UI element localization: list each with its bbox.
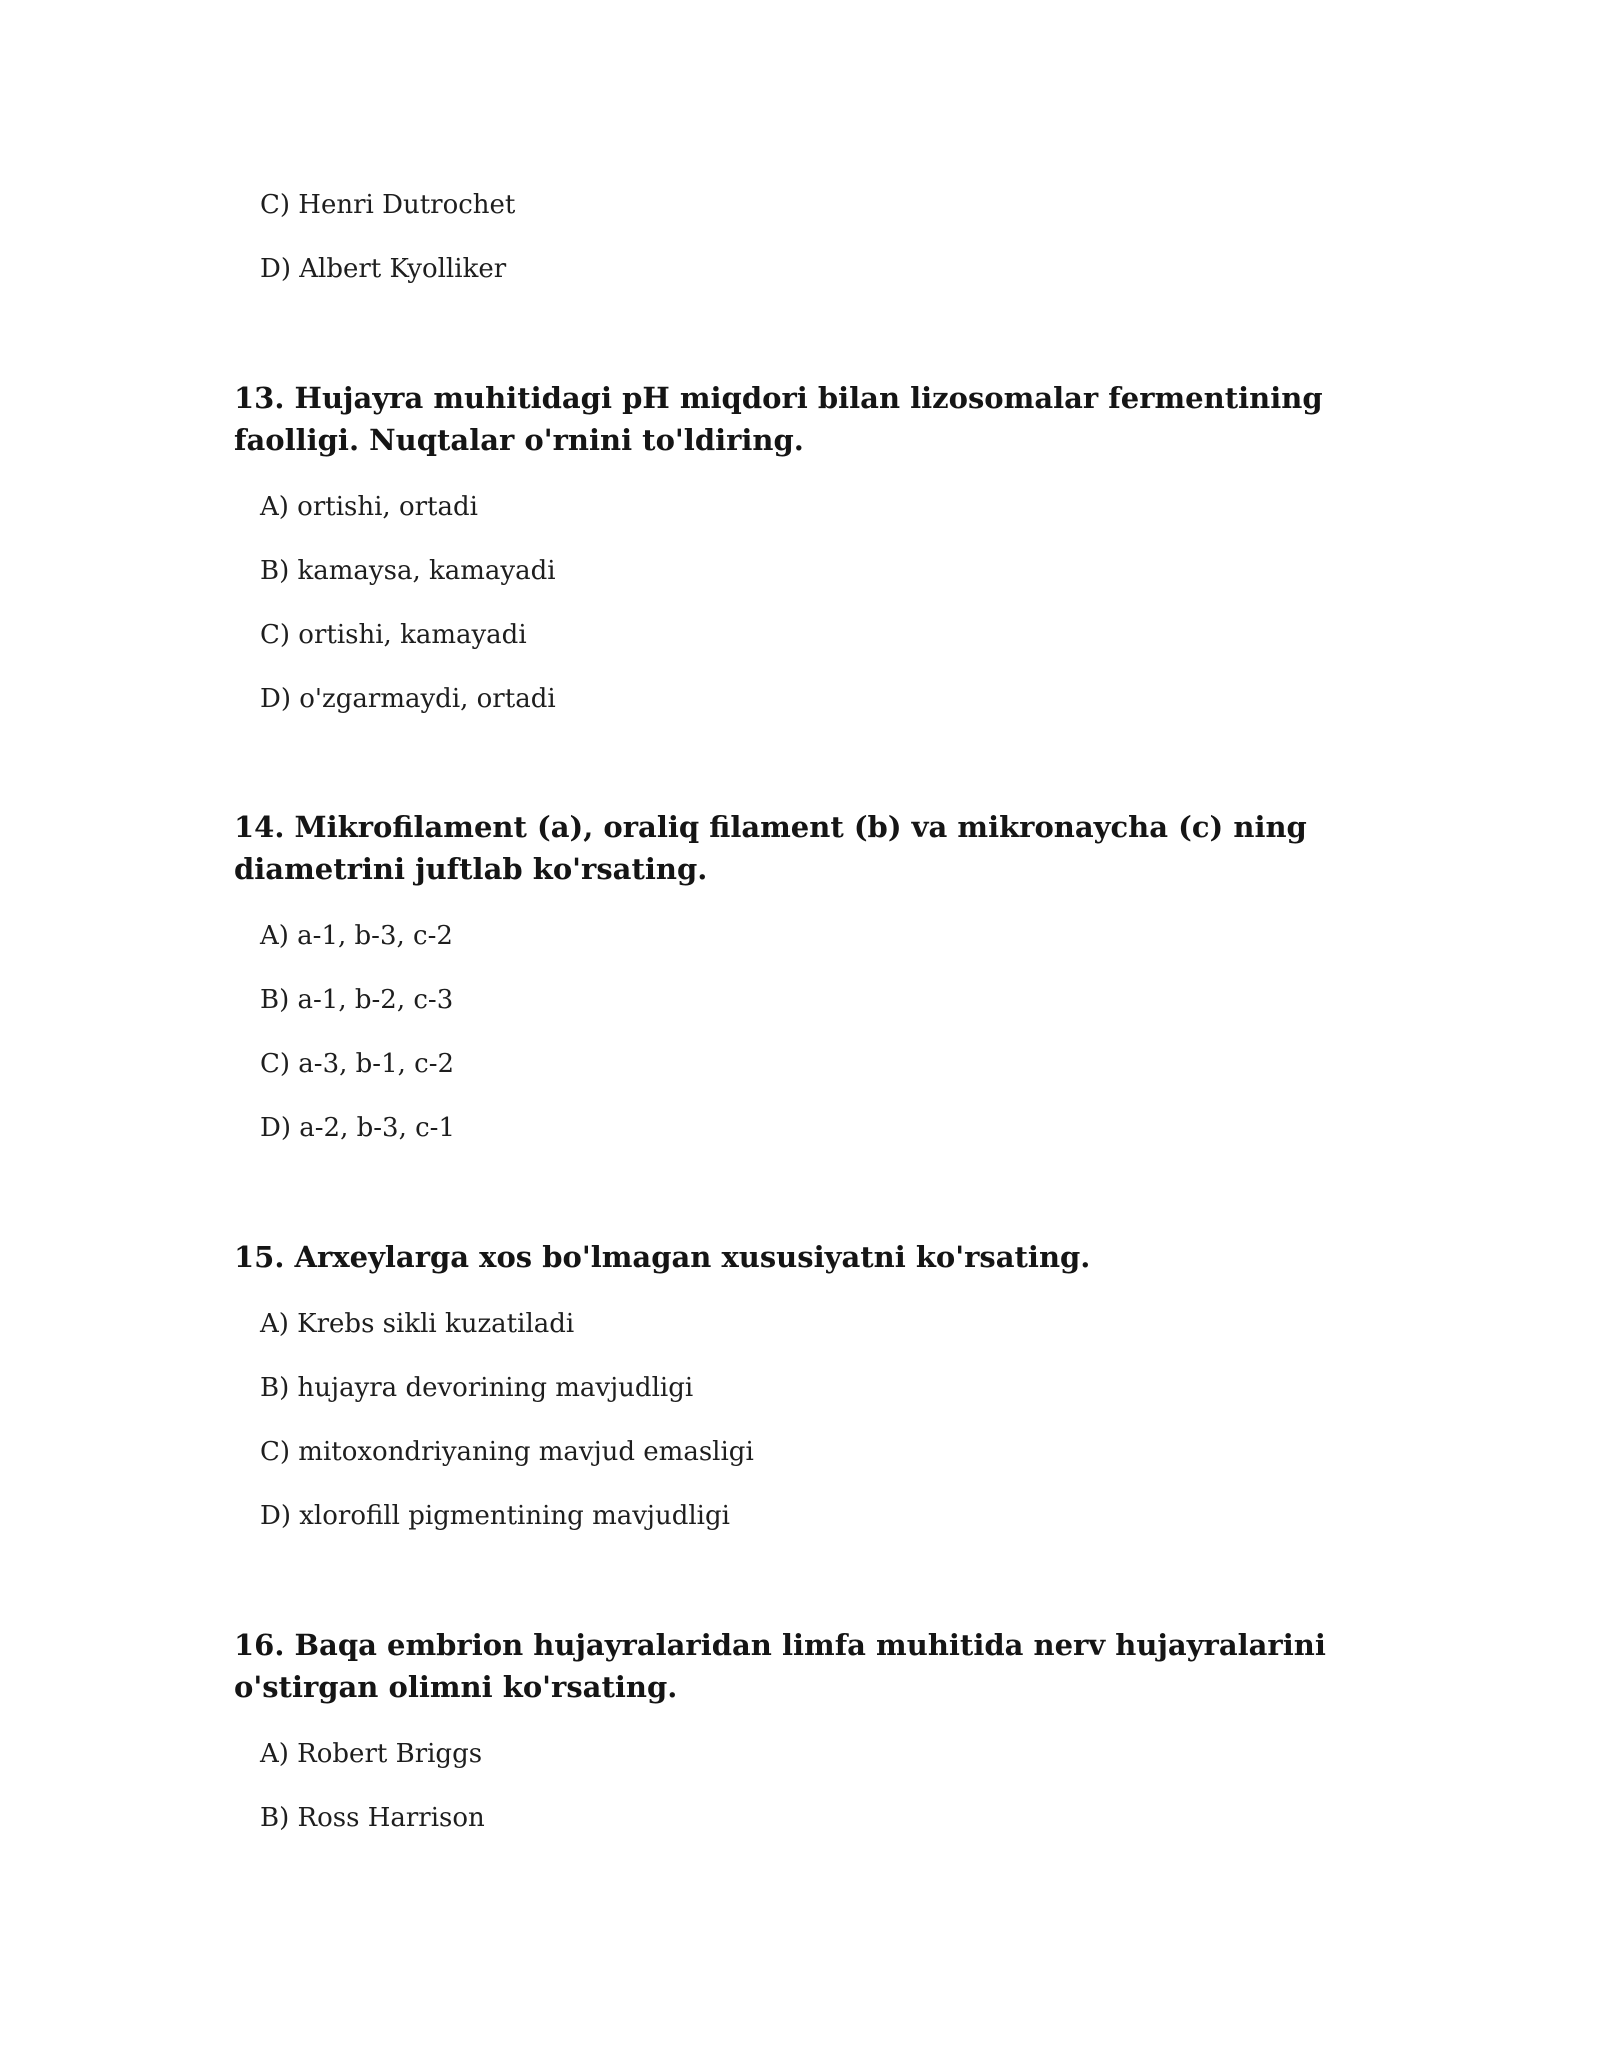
- question-13-text: 13. Hujayra muhitidagi pH miqdori bilan lizosomalar fermentining faolligi. Nuqtalar o'rnini to'ldiring.: [234, 381, 1323, 457]
- q13-option-b: B) kamaysa, kamayadi: [260, 556, 556, 586]
- question-14-text: 14. Mikrofilament (a), oraliq filament (b) va mikronaycha (c) ning diametrini juftlab ko'rsating.: [234, 810, 1307, 886]
- q14-option-b: B) a-1, b-2, c-3: [260, 985, 454, 1015]
- q15-option-d: D) xlorofill pigmentining mavjudligi: [260, 1501, 730, 1531]
- prev-option-d: D) Albert Kyolliker: [260, 254, 507, 284]
- q14-option-d: D) a-2, b-3, c-1: [260, 1113, 455, 1143]
- q16-option-a: A) Robert Briggs: [260, 1739, 483, 1769]
- prev-option-c: C) Henri Dutrochet: [260, 190, 516, 220]
- q13-option-c: C) ortishi, kamayadi: [260, 620, 527, 650]
- question-16-text: 16. Baqa embrion hujayralaridan limfa muhitida nerv hujayralarini o'stirgan olimni ko'rsating.: [234, 1628, 1326, 1704]
- q14-option-c: C) a-3, b-1, c-2: [260, 1049, 455, 1079]
- q14-option-a: A) a-1, b-3, c-2: [260, 921, 453, 951]
- q15-option-a: A) Krebs sikli kuzatiladi: [260, 1309, 575, 1339]
- q15-option-b: B) hujayra devorining mavjudligi: [260, 1373, 694, 1403]
- q15-option-c: C) mitoxondriyaning mavjud emasligi: [260, 1437, 754, 1467]
- q13-option-a: A) ortishi, ortadi: [260, 492, 478, 522]
- question-15-text: 15. Arxeylarga xos bo'lmagan xususiyatni ko'rsating.: [234, 1240, 1091, 1274]
- q16-option-b: B) Ross Harrison: [260, 1803, 485, 1833]
- q13-option-d: D) o'zgarmaydi, ortadi: [260, 684, 556, 714]
